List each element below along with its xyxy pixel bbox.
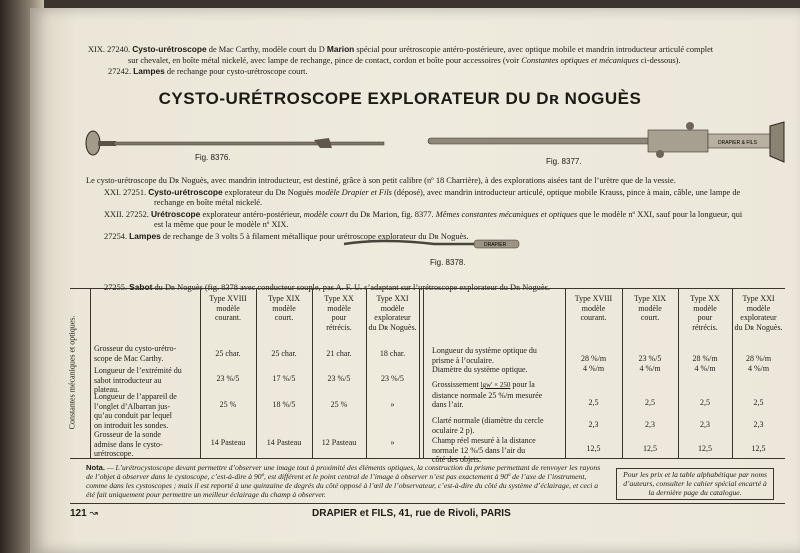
entry-title: Cysto-urétroscope (132, 44, 207, 54)
figure-caption: Fig. 8376. (195, 153, 231, 162)
entry-number: XXI. 27251. (104, 187, 147, 197)
row-label: Champ réel mesuré à la distance normale 12 %/5 dans l’air du côté des objets. (432, 436, 536, 464)
nota-text (86, 463, 601, 499)
entry-text: du Dʀ Noguès (fig. 8378 avec conducteur souple, pas A. F. U. s’adaptant sur l’urétroscope explorateur du Dʀ Noguès. (154, 283, 550, 292)
row-label: Grosseur du cysto-urétro- scope de Mac Carthy. (94, 344, 177, 363)
publisher-address: DRAPIER et FILS, 41, rue de Rivoli, PARIS (312, 508, 511, 519)
table-cell: 2,3 (588, 420, 599, 429)
table-cell: 18 char. (379, 349, 406, 358)
figure-caption: Fig. 8377. (546, 157, 582, 166)
column-header: Type XVIII modèle courant. (574, 294, 613, 322)
column-header: Type XX modèle pour rétrécis. (690, 294, 720, 332)
table-cell: 28 %/m (745, 354, 772, 363)
paragraph: rechange en boîte métal nickelé. (154, 198, 263, 207)
header-entries (88, 44, 788, 78)
table-cell: 4 %/m (582, 364, 605, 373)
entry-text: sur chevalet, en boîte métal nickelé, avec lampe de rechange, pince de contact, cordon et boîte pour accessoires (voir (128, 55, 520, 65)
table-cell: 23 %/5 (327, 374, 351, 383)
table-cell: 12 Pasteau (321, 438, 357, 447)
table-cell: 25 % (330, 400, 348, 409)
entry-number: 27242. (108, 67, 132, 76)
nota-label: Nota. (86, 463, 105, 472)
entry-text: explorateur antéro-postérieur, (202, 209, 302, 219)
entry-text: explorateur du Dʀ Noguès (224, 187, 314, 197)
entry-title: Urétroscope (151, 208, 201, 219)
table-cell: 23 %/5 (638, 354, 662, 363)
entry-text: de rechange de 3 volts 5 à filament métallique pour urétroscope explorateur du Dʀ Noguès. (162, 231, 469, 241)
entry-number: XIX. 27240. (88, 45, 131, 54)
table-cell: » (390, 438, 395, 447)
instrument-brand: DRAPIER & FILS (718, 140, 757, 146)
table-cell: 2,5 (700, 398, 710, 407)
table-cell: 2,5 (753, 398, 764, 407)
table-cell: 14 Pasteau (210, 438, 246, 447)
table-cell: 23 %/5 (381, 374, 404, 383)
column-header: Type XIX modèle court. (267, 294, 301, 322)
table-cell: 23 %/5 (216, 374, 240, 383)
entry-text: spécial pour urétroscopie antéro-postérieure, avec optique mobile et mandrin introducteur articulé complet (356, 45, 714, 54)
entry-italic: Mêmes constantes mécaniques et optiques (435, 209, 578, 219)
table-cell: 12,5 (586, 444, 601, 453)
urethroscope-illustration (428, 120, 788, 170)
paragraph: est la même que pour le modèle nº XIX. (154, 220, 289, 229)
row-label: Longueur de l’extrémité du sabot introducteur au plateau. (94, 366, 182, 394)
table-cell: » (390, 400, 395, 409)
entry-number: 27255. (104, 283, 128, 292)
entry-italic: modèle court (303, 209, 348, 219)
footer-rule (70, 503, 785, 504)
column-header: Type XXI modèle explorateur du Dʀ Noguès. (368, 294, 417, 332)
table-cell: 12,5 (698, 444, 712, 453)
table-cell: 25 char. (271, 349, 297, 358)
table-cell: 2,3 (700, 420, 710, 429)
table-cell: 2,5 (645, 398, 655, 407)
table-cell: 28 %/m (580, 354, 607, 363)
entry-text: de Mac Carthy, modèle court du D (208, 45, 325, 54)
paragraph: Le cysto-urétroscope du Dʀ Noguès, avec mandrin introducteur, est destiné, grâce à son petit calibre (nº 18 Charrière), à des explorations aisées tant de l’urètre que de la vessie. (86, 176, 676, 185)
table-cell: 4 %/m (639, 364, 661, 373)
column-header: Type XIX modèle court. (633, 294, 667, 322)
body-text (86, 176, 786, 242)
table-cell: 28 %/m (692, 354, 718, 363)
entry-italic: Constantes optiques et mécaniques (521, 55, 639, 65)
table-cell: 25 % (219, 400, 237, 409)
entry-title: Sabot (129, 282, 153, 292)
column-header: Type XX modèle pour rétrécis. (324, 294, 354, 332)
sabot-illustration (344, 236, 524, 256)
table-cell: 14 Pasteau (266, 438, 302, 447)
entry-title: Lampes (133, 66, 165, 76)
column-header: Type XXI modèle explorateur du Dʀ Noguès. (734, 294, 783, 332)
row-label: Longueur du système optique du prisme à l’oculaire. Diamètre du système optique. (432, 346, 537, 374)
table-cell: 18 %/5 (272, 400, 296, 409)
entry-italic: modèle Drapier et Fils (315, 187, 392, 197)
constants-table (67, 288, 785, 464)
price-note-box: Pour les prix et la table alphabétique par noms d’auteurs, consulter le cahier spécial encarté à la dernière page du catalogue. (616, 468, 774, 500)
entry-text: de rechange pour cysto-urétroscope court. (166, 67, 308, 76)
table-cell: 4 %/m (694, 364, 716, 373)
table-cell: 25 char. (215, 349, 241, 358)
entry-text: du Dʀ Marion, fig. 8377. (349, 209, 434, 219)
entry-title: Lampes (129, 230, 161, 241)
entry-text: que le modèle nº XXI, sauf pour la longueur, qui (579, 209, 743, 219)
entry-number: XXII. 27252. (104, 209, 149, 219)
entry-number: 27254. (104, 231, 128, 241)
table-cell: 2,5 (588, 398, 599, 407)
page-number: 121 ↝ (70, 508, 98, 519)
row-label: Longueur de l’appareil de l’onglet d’Albarran jus- qu’au conduit par lequel on introduit les sondes. (94, 392, 177, 430)
instrument-brand: DRAPIER (484, 242, 507, 248)
table-side-label: Constantes mécaniques et optiques. (67, 315, 77, 430)
row-label: Grossissement lgw' × 250 pour la distance normale 25 %/m mesurée dans l’air. (432, 380, 543, 409)
table-cell: 2,3 (753, 420, 764, 429)
table-cell: 4 %/m (747, 364, 770, 373)
table-cell: 17 %/5 (272, 374, 296, 383)
row-label: Grosseur de la sonde admise dans le cysto- urétroscope. (94, 430, 163, 458)
table-cell: 21 char. (326, 349, 352, 358)
entry-text: (déposé), avec mandrin introducteur articulé, optique mobile Krauss, pince à main, câble, une lampe de (394, 187, 741, 197)
column-header: Type XVIII modèle courant. (209, 294, 247, 322)
figure-caption: Fig. 8378. (430, 258, 466, 267)
nota-body: — L’urétrocystoscope devant permettre d’observer une image tout à proximité des éléments optiques, la construction du prisme permettant de renvoyer les rayons de l’objet à observer dans le cystoscope, c’est-à-dire à 90º, est différent et le point central de l’image à observer n’est pas exactement à 90º de l’axe de l’instrument, comme dans les cystoscopes ; mais il est reporté à une quinzaine de degrés du côté opposé à l’œil de l’observateur, c’est-à-dire du côté du système d’éclairage, et ceci a été fait uniquement pour permettre un meilleur éclairage du champ à observer. (86, 463, 601, 499)
entry-name: Marion (326, 44, 355, 54)
table-cell: 2,3 (645, 420, 655, 429)
page-title: CYSTO-URÉTROSCOPE EXPLORATEUR DU Dʀ NOGUÈS (158, 89, 642, 108)
entry-text: ci-dessous). (640, 55, 681, 65)
entry-title: Cysto-urétroscope (148, 186, 223, 197)
table-cell: 12,5 (751, 444, 766, 453)
table-cell: 12,5 (643, 444, 657, 453)
row-label: Clarté normale (diamètre du cercle oculaire 2 p). (432, 416, 544, 435)
